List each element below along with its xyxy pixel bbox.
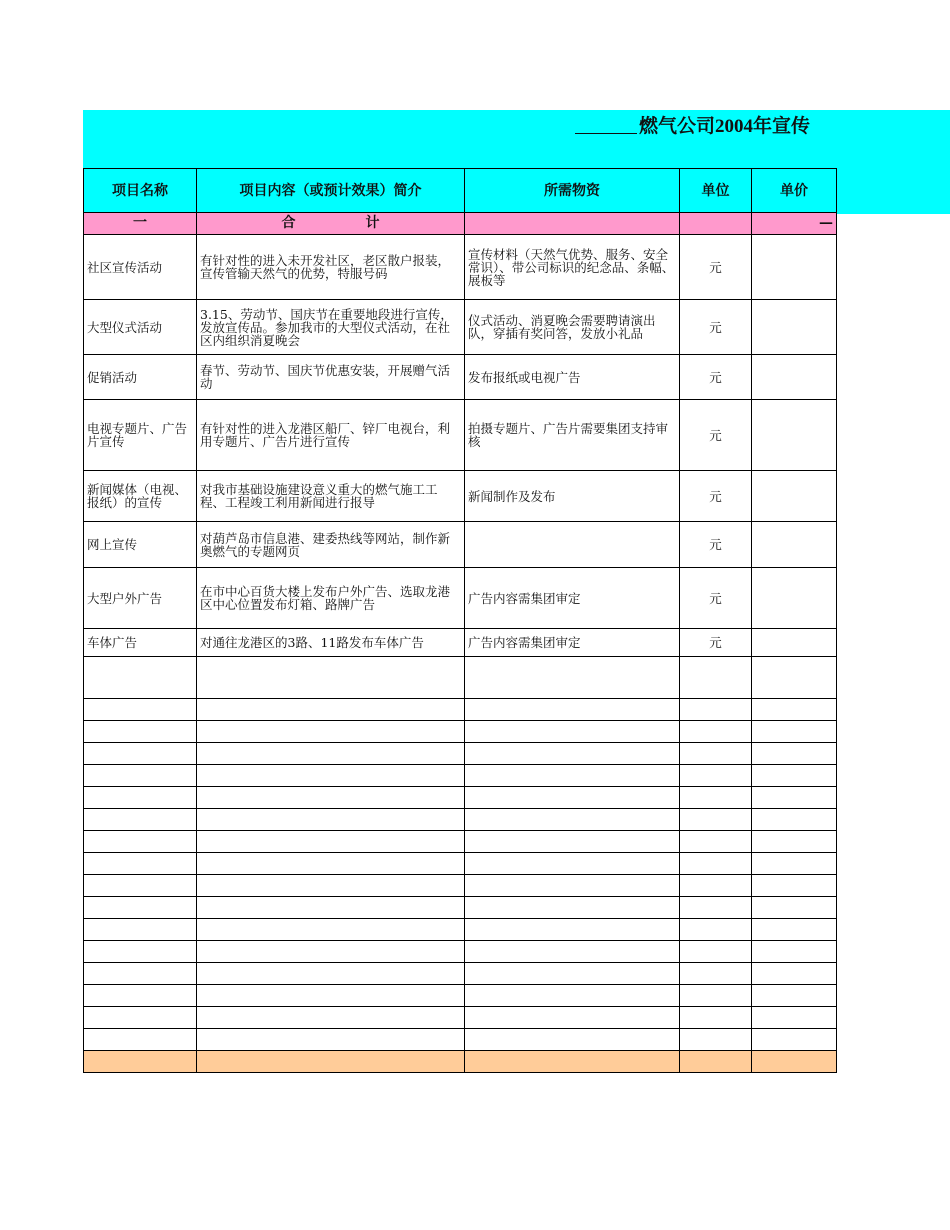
empty-cell[interactable] xyxy=(752,919,837,941)
empty-cell[interactable] xyxy=(680,831,752,853)
summary-index[interactable]: 一 xyxy=(84,213,197,235)
empty-cell[interactable] xyxy=(84,963,197,985)
row-name[interactable]: 促销活动 xyxy=(84,355,197,400)
row-materials[interactable]: 广告内容需集团审定 xyxy=(465,629,680,657)
row-unit[interactable]: 元 xyxy=(680,355,752,400)
empty-cell[interactable] xyxy=(84,721,197,743)
footer-cell[interactable] xyxy=(465,1051,680,1073)
table-row xyxy=(84,235,837,300)
footer-cell[interactable] xyxy=(752,1051,837,1073)
row-unit[interactable]: 元 xyxy=(680,300,752,355)
row-name[interactable]: 电视专题片、广告片宣传 xyxy=(84,400,197,471)
empty-cell[interactable] xyxy=(84,699,197,721)
row-materials[interactable]: 拍摄专题片、广告片需要集团支持审核 xyxy=(465,400,680,471)
empty-cell[interactable] xyxy=(465,985,680,1007)
row-content[interactable]: 对我市基础设施建设意义重大的燃气施工工程、工程竣工利用新闻进行报导 xyxy=(197,471,465,522)
empty-cell[interactable] xyxy=(84,941,197,963)
budget-table xyxy=(83,168,837,1073)
empty-cell[interactable] xyxy=(465,699,680,721)
row-content[interactable]: 春节、劳动节、国庆节优惠安装，开展赠气活动 xyxy=(197,355,465,400)
empty-row xyxy=(84,941,837,963)
row-materials[interactable]: 宣传材料（天然气优势、服务、安全常识）、带公司标识的纪念品、条幅、展板等 xyxy=(465,235,680,300)
empty-row xyxy=(84,743,837,765)
row-unit[interactable]: 元 xyxy=(680,471,752,522)
empty-row xyxy=(84,919,837,941)
empty-cell[interactable] xyxy=(752,1007,837,1029)
row-price[interactable] xyxy=(752,300,837,355)
empty-row xyxy=(84,831,837,853)
empty-cell[interactable] xyxy=(752,963,837,985)
empty-cell[interactable] xyxy=(680,1029,752,1051)
empty-cell[interactable] xyxy=(465,743,680,765)
row-price[interactable] xyxy=(752,355,837,400)
empty-cell[interactable] xyxy=(752,853,837,875)
empty-row xyxy=(84,787,837,809)
empty-cell[interactable] xyxy=(84,875,197,897)
empty-cell[interactable] xyxy=(465,657,680,699)
summary-cell[interactable] xyxy=(465,213,680,235)
summary-label[interactable]: 合 计 xyxy=(197,213,465,235)
empty-row xyxy=(84,897,837,919)
col-header-name[interactable]: 项目名称 xyxy=(84,169,197,213)
empty-cell[interactable] xyxy=(197,1007,465,1029)
table-row xyxy=(84,568,837,629)
row-content[interactable]: 在市中心百货大楼上发布户外广告、选取龙港区中心位置发布灯箱、路牌广告 xyxy=(197,568,465,629)
empty-cell[interactable] xyxy=(680,743,752,765)
row-content[interactable]: 有针对性的进入未开发社区，老区散户报装，宣传管输天然气的优势，特服号码 xyxy=(197,235,465,300)
empty-row xyxy=(84,853,837,875)
empty-cell[interactable] xyxy=(465,853,680,875)
col-header-content[interactable]: 项目内容（或预计效果）简介 xyxy=(197,169,465,213)
empty-cell[interactable] xyxy=(465,787,680,809)
footer-cell[interactable] xyxy=(84,1051,197,1073)
empty-cell[interactable] xyxy=(465,875,680,897)
empty-cell[interactable] xyxy=(197,985,465,1007)
empty-cell[interactable] xyxy=(84,1007,197,1029)
empty-cell[interactable] xyxy=(752,657,837,699)
row-price[interactable] xyxy=(752,235,837,300)
row-content[interactable]: 对葫芦岛市信息港、建委热线等网站，制作新奥燃气的专题网页 xyxy=(197,522,465,568)
empty-cell[interactable] xyxy=(752,1029,837,1051)
row-name[interactable]: 大型户外广告 xyxy=(84,568,197,629)
empty-row xyxy=(84,1007,837,1029)
empty-cell[interactable] xyxy=(197,787,465,809)
row-name[interactable]: 新闻媒体（电视、报纸）的宣传 xyxy=(84,471,197,522)
empty-cell[interactable] xyxy=(197,1029,465,1051)
empty-cell[interactable] xyxy=(680,963,752,985)
empty-cell[interactable] xyxy=(680,809,752,831)
row-price[interactable] xyxy=(752,471,837,522)
empty-row xyxy=(84,1029,837,1051)
empty-cell[interactable] xyxy=(680,657,752,699)
empty-cell[interactable] xyxy=(680,721,752,743)
empty-cell[interactable] xyxy=(197,853,465,875)
empty-cell[interactable] xyxy=(752,743,837,765)
table-row xyxy=(84,522,837,568)
empty-cell[interactable] xyxy=(84,985,197,1007)
empty-cell[interactable] xyxy=(752,985,837,1007)
empty-row xyxy=(84,963,837,985)
empty-cell[interactable] xyxy=(197,831,465,853)
empty-cell[interactable] xyxy=(84,831,197,853)
table-row xyxy=(84,400,837,471)
empty-cell[interactable] xyxy=(465,941,680,963)
empty-cell[interactable] xyxy=(465,721,680,743)
empty-cell[interactable] xyxy=(680,765,752,787)
row-name[interactable]: 网上宣传 xyxy=(84,522,197,568)
empty-cell[interactable] xyxy=(465,831,680,853)
row-unit[interactable]: 元 xyxy=(680,629,752,657)
empty-cell[interactable] xyxy=(197,919,465,941)
empty-cell[interactable] xyxy=(197,875,465,897)
row-unit[interactable]: 元 xyxy=(680,568,752,629)
empty-cell[interactable] xyxy=(680,1007,752,1029)
empty-cell[interactable] xyxy=(752,897,837,919)
sheet-title xyxy=(575,112,837,142)
empty-cell[interactable] xyxy=(752,699,837,721)
empty-cell[interactable] xyxy=(465,1007,680,1029)
col-header-materials[interactable]: 所需物资 xyxy=(465,169,680,213)
empty-cell[interactable] xyxy=(84,657,197,699)
header-row xyxy=(84,169,837,213)
table-row xyxy=(84,300,837,355)
empty-row xyxy=(84,721,837,743)
empty-cell[interactable] xyxy=(84,919,197,941)
empty-cell[interactable] xyxy=(197,721,465,743)
empty-cell[interactable] xyxy=(465,919,680,941)
row-price[interactable] xyxy=(752,568,837,629)
row-content[interactable]: 对通往龙港区的3路、11路发布车体广告 xyxy=(197,629,465,657)
col-header-price[interactable]: 单价 xyxy=(752,169,837,213)
empty-cell[interactable] xyxy=(197,765,465,787)
empty-cell[interactable] xyxy=(197,743,465,765)
footer-cell[interactable] xyxy=(680,1051,752,1073)
empty-cell[interactable] xyxy=(84,853,197,875)
table-row xyxy=(84,629,837,657)
empty-cell[interactable] xyxy=(465,809,680,831)
row-unit[interactable]: 元 xyxy=(680,235,752,300)
empty-row xyxy=(84,985,837,1007)
row-materials[interactable]: 仪式活动、消夏晚会需要聘请演出队，穿插有奖问答，发放小礼品 xyxy=(465,300,680,355)
row-name[interactable]: 社区宣传活动 xyxy=(84,235,197,300)
table-row xyxy=(84,471,837,522)
row-materials[interactable]: 发布报纸或电视广告 xyxy=(465,355,680,400)
row-content[interactable]: 有针对性的进入龙港区船厂、锌厂电视台，利用专题片、广告片进行宣传 xyxy=(197,400,465,471)
empty-cell[interactable] xyxy=(680,897,752,919)
empty-row xyxy=(84,875,837,897)
empty-cell[interactable] xyxy=(197,941,465,963)
empty-cell[interactable] xyxy=(197,963,465,985)
row-unit[interactable]: 元 xyxy=(680,400,752,471)
empty-cell[interactable] xyxy=(752,809,837,831)
empty-cell[interactable] xyxy=(197,809,465,831)
empty-cell[interactable] xyxy=(465,765,680,787)
empty-cell[interactable] xyxy=(680,941,752,963)
summary-row xyxy=(84,213,837,235)
empty-cell[interactable] xyxy=(84,787,197,809)
empty-row xyxy=(84,809,837,831)
row-name[interactable]: 大型仪式活动 xyxy=(84,300,197,355)
empty-row xyxy=(84,765,837,787)
empty-cell[interactable] xyxy=(465,1029,680,1051)
empty-cell[interactable] xyxy=(197,897,465,919)
table-row xyxy=(84,355,837,400)
row-unit[interactable]: 元 xyxy=(680,522,752,568)
empty-cell[interactable] xyxy=(680,699,752,721)
empty-row xyxy=(84,699,837,721)
empty-cell[interactable] xyxy=(197,699,465,721)
empty-cell[interactable] xyxy=(680,787,752,809)
row-materials[interactable]: 新闻制作及发布 xyxy=(465,471,680,522)
empty-cell[interactable] xyxy=(680,853,752,875)
footer-row xyxy=(84,1051,837,1073)
empty-cell[interactable] xyxy=(752,721,837,743)
row-content[interactable]: 3.15、劳动节、国庆节在重要地段进行宣传，发放宣传品。参加我市的大型仪式活动，在社区内组织消夏晚会 xyxy=(197,300,465,355)
empty-cell[interactable] xyxy=(752,875,837,897)
empty-cell[interactable] xyxy=(680,985,752,1007)
col-header-unit[interactable]: 单位 xyxy=(680,169,752,213)
empty-cell[interactable] xyxy=(84,897,197,919)
row-name[interactable]: 车体广告 xyxy=(84,629,197,657)
empty-cell[interactable] xyxy=(197,657,465,699)
empty-cell[interactable] xyxy=(84,765,197,787)
empty-row xyxy=(84,657,837,699)
row-materials[interactable]: 广告内容需集团审定 xyxy=(465,568,680,629)
empty-cell[interactable] xyxy=(465,963,680,985)
empty-cell[interactable] xyxy=(752,765,837,787)
empty-cell[interactable] xyxy=(752,831,837,853)
title-blank-line xyxy=(575,113,637,134)
empty-cell[interactable] xyxy=(752,941,837,963)
summary-price[interactable]: — xyxy=(752,213,837,235)
footer-cell[interactable] xyxy=(197,1051,465,1073)
title-text: 燃气公司2004年宣传 xyxy=(639,116,811,137)
row-materials[interactable] xyxy=(465,522,680,568)
row-price[interactable] xyxy=(752,400,837,471)
empty-cell[interactable] xyxy=(752,787,837,809)
empty-cell[interactable] xyxy=(680,875,752,897)
row-price[interactable] xyxy=(752,522,837,568)
empty-cell[interactable] xyxy=(680,919,752,941)
empty-cell[interactable] xyxy=(84,743,197,765)
summary-cell[interactable] xyxy=(680,213,752,235)
empty-cell[interactable] xyxy=(84,1029,197,1051)
row-price[interactable] xyxy=(752,629,837,657)
empty-cell[interactable] xyxy=(84,809,197,831)
empty-cell[interactable] xyxy=(465,897,680,919)
